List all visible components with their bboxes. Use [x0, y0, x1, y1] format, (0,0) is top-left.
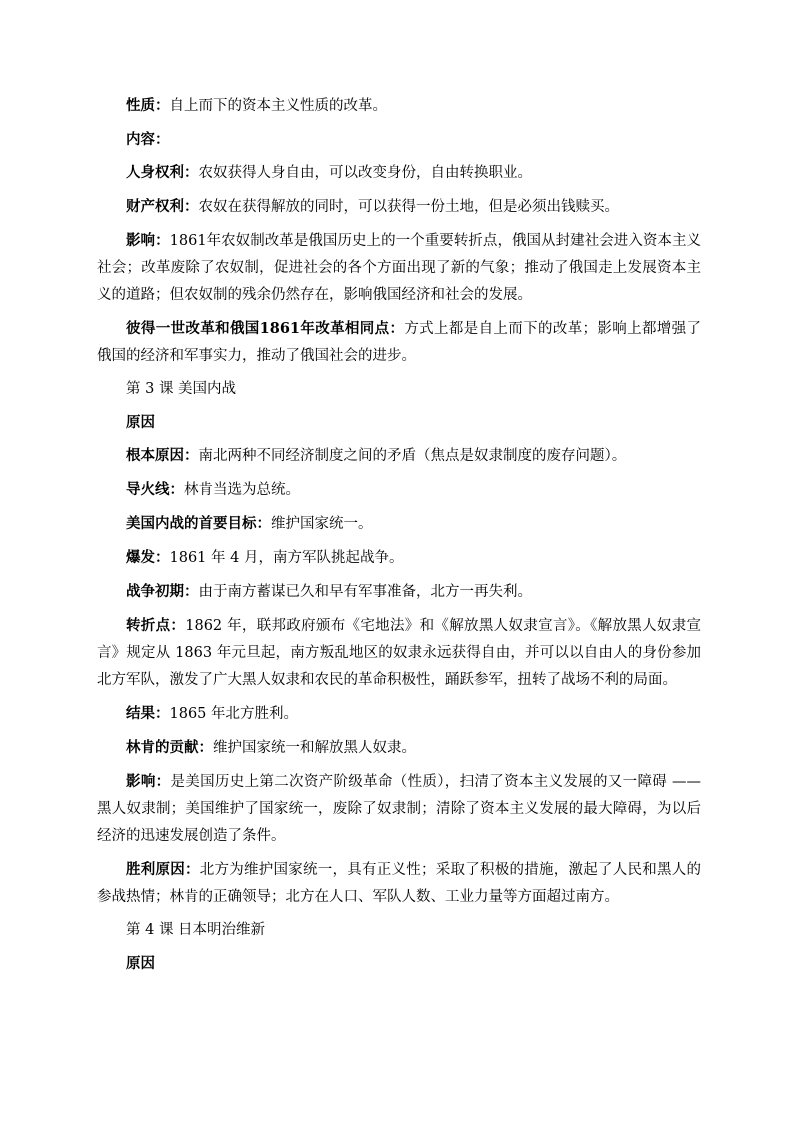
paragraph-root-cause — [97, 442, 701, 470]
paragraph-personal-rights — [97, 159, 701, 187]
term-text: 维护国家统一和解放黑人奴隶。 — [213, 740, 416, 756]
term-text: 维护国家统一。 — [271, 516, 373, 532]
label-cause-3 — [97, 409, 701, 436]
paragraph-reform-comparison — [97, 315, 701, 370]
term-label: 彼得一世改革和俄国1861年改革相同点： — [126, 320, 405, 337]
term-label: 美国内战的首要目标： — [126, 515, 271, 532]
paragraph-outbreak — [97, 544, 701, 572]
paragraph-property-rights — [97, 193, 701, 221]
paragraph-influence-1861 — [97, 227, 701, 309]
term-label: 战争初期： — [126, 583, 199, 600]
term-text: 农奴在获得解放的同时，可以获得一份土地，但是必须出钱赎买。 — [198, 199, 619, 215]
term-label: 人身权利： — [126, 164, 199, 181]
term-text: 1865 年北方胜利。 — [169, 706, 299, 722]
label-cause-4 — [97, 950, 701, 977]
term-label: 导火线： — [126, 481, 184, 498]
term-text: 由于南方蓄谋已久和早有军事准备，北方一再失利。 — [198, 584, 532, 600]
paragraph-nature — [97, 92, 701, 120]
paragraph-primary-goal — [97, 510, 701, 538]
paragraph-early-war — [97, 578, 701, 606]
paragraph-result — [97, 700, 701, 728]
term-text: 方式上都是自上而下的改革；影响上都增强了俄国的经济和军事实力，推动了俄国社会的进步。 — [97, 321, 701, 364]
term-label: 财产权利： — [126, 198, 199, 215]
paragraph-trigger — [97, 476, 701, 504]
paragraph-victory-reasons — [97, 856, 701, 911]
document-body — [97, 92, 701, 983]
term-label: 影响： — [126, 232, 170, 249]
term-label: 性质： — [126, 97, 170, 114]
lesson-heading-4: 第 4 课 日本明治维新 — [126, 922, 266, 938]
term-text: 自上而下的资本主义性质的改革。 — [169, 98, 387, 114]
term-label: 林肯的贡献： — [126, 739, 213, 756]
term-label: 转折点： — [126, 617, 186, 634]
label-content — [97, 126, 701, 153]
term-text: 林肯当选为总统。 — [184, 482, 300, 498]
term-label: 爆发： — [126, 549, 170, 566]
section-label: 原因 — [126, 955, 155, 972]
term-text: 1862 年，联邦政府颁布《宅地法》和《解放黑人奴隶宣言》。《解放黑人奴隶宣言》规定从 1863 年元旦起，南方叛乱地区的奴隶永远获得自由，并可以以自由人的身份参加北方军队，激发了广大黑人奴隶和农民的革命积极性，踊跃参军，扭转了战场不利的局面。 — [97, 618, 702, 688]
term-text: 南北两种不同经济制度之间的矛盾（焦点是奴隶制度的废存问题）。 — [198, 448, 627, 464]
section-label: 原因 — [126, 414, 155, 431]
term-label: 根本原因： — [126, 447, 199, 464]
term-text: 北方为维护国家统一，具有正义性；采取了积极的措施，激起了人民和黑人的参战热情；林肯的正确领导；北方在人口、军队人数、工业力量等方面超过南方。 — [97, 862, 701, 905]
term-text: 农奴获得人身自由，可以改变身份，自由转换职业。 — [198, 165, 532, 181]
paragraph-turning-point — [97, 612, 701, 694]
term-text: 是美国历史上第二次资产阶级革命（性质），扫清了资本主义发展的又一障碍 —— 黑人奴隶制；美国维护了国家统一，废除了奴隶制；清除了资本主义发展的最大障碍，为以后经济的迅速发展创造了条件。 — [97, 774, 702, 844]
paragraph-civil-war-influence — [97, 768, 701, 850]
term-label: 影响： — [126, 773, 171, 790]
term-label: 胜利原因： — [126, 861, 200, 878]
term-text: 1861年农奴制改革是俄国历史上的一个重要转折点，俄国从封建社会进入资本主义社会；改革废除了农奴制，促进社会的各个方面出现了新的气象；推动了俄国走上发展资本主义的道路；但农奴制的残余仍然存在，影响俄国经济和社会的发展。 — [97, 233, 702, 303]
paragraph-lincoln-contribution — [97, 734, 701, 762]
section-label: 内容： — [126, 131, 170, 148]
term-label: 结果： — [126, 705, 170, 722]
term-text: 1861 年 4 月，南方军队挑起战争。 — [169, 550, 404, 566]
lesson-heading-3: 第 3 课 美国内战 — [126, 381, 237, 397]
